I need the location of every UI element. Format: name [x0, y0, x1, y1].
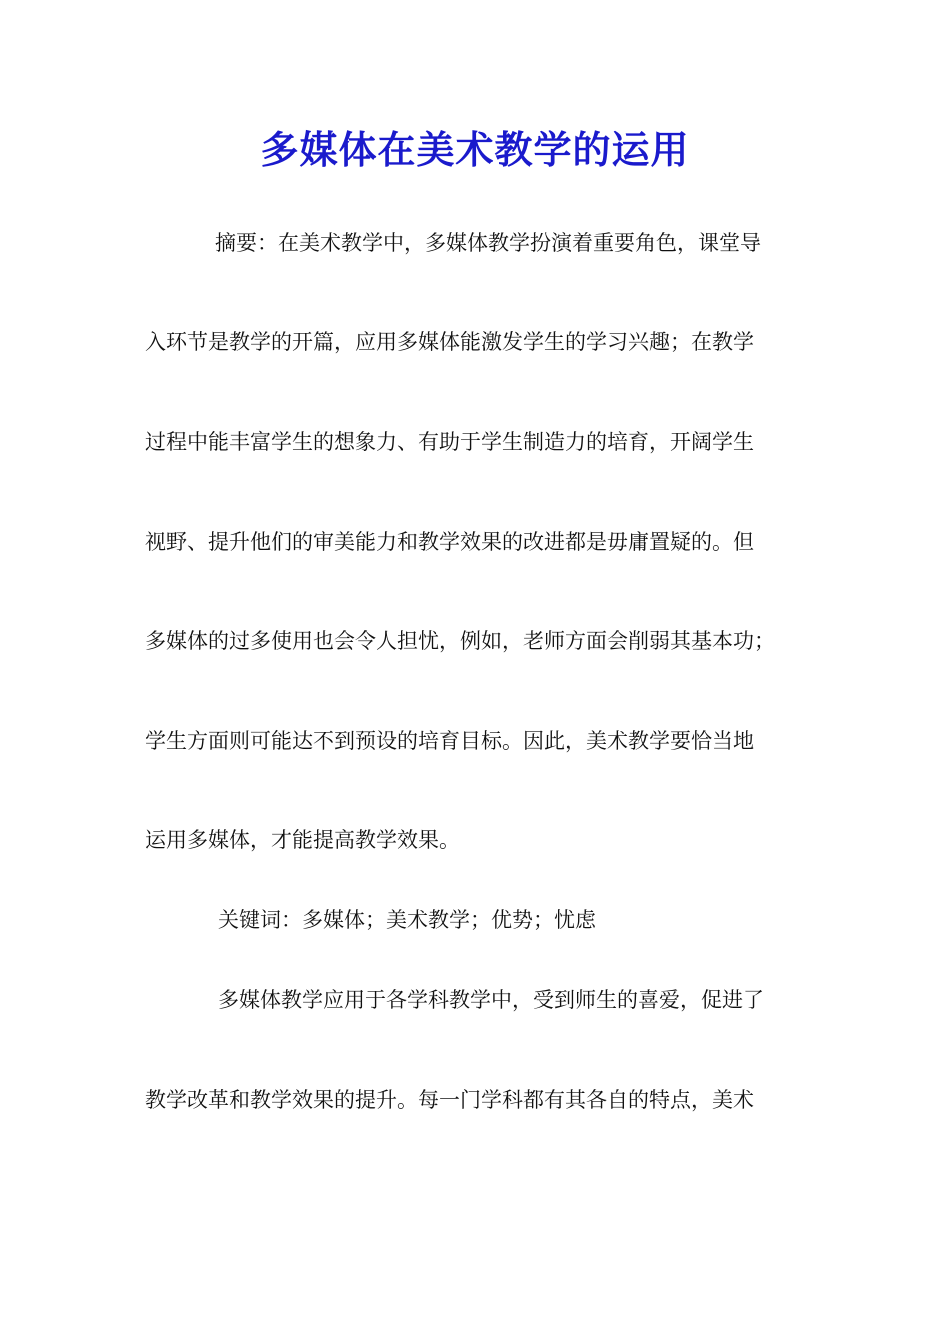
abstract-line: 入环节是教学的开篇，应用多媒体能激发学生的学习兴趣；在教学: [145, 330, 754, 354]
abstract-line: 摘要：在美术教学中，多媒体教学扮演着重要角色，课堂导: [215, 231, 761, 255]
abstract-line: 学生方面则可能达不到预设的培育目标。因此，美术教学要恰当地: [145, 729, 754, 753]
abstract-line: 视野、提升他们的审美能力和教学效果的改进都是毋庸置疑的。但: [145, 530, 754, 554]
body-paragraph-line: 教学改革和教学效果的提升。每一门学科都有其各自的特点，美术: [145, 1088, 754, 1112]
keywords-line: 关键词：多媒体；美术教学；优势；忧虑: [218, 908, 596, 932]
body-paragraph-line: 多媒体教学应用于各学科教学中，受到师生的喜爱，促进了: [218, 988, 764, 1012]
abstract-line: 过程中能丰富学生的想象力、有助于学生制造力的培育，开阔学生: [145, 430, 754, 454]
abstract-line: 多媒体的过多使用也会令人担忧，例如，老师方面会削弱其基本功；: [145, 629, 775, 653]
abstract-line: 运用多媒体，才能提高教学效果。: [145, 828, 460, 852]
page-title: 多媒体在美术教学的运用: [260, 128, 690, 172]
